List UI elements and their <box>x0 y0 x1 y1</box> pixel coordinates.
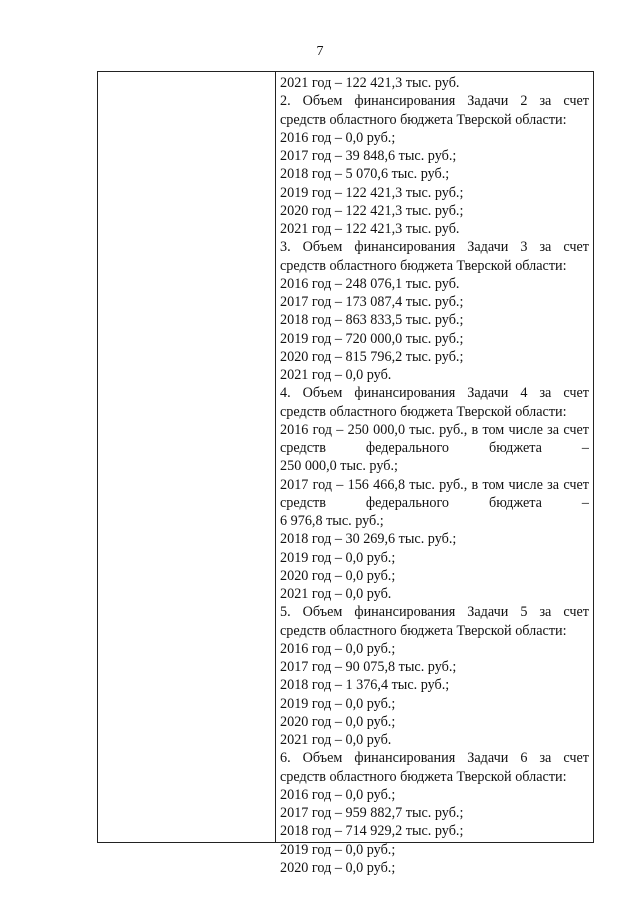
text-line: 2019 год – 0,0 руб.; <box>280 841 396 858</box>
text-line: 2017 год – 39 848,6 тыс. руб.; <box>280 148 457 164</box>
text-line: 2018 год – 714 929,2 тыс. руб.; <box>280 823 464 840</box>
text-line: 2016 год – 0,0 руб.; <box>280 786 396 803</box>
text-line: 2018 год – 5 070,6 тыс. руб.; <box>280 166 450 183</box>
text-line: 2016 год – 0,0 руб.; <box>280 129 396 146</box>
text-line: средств областного бюджета Тверской области: <box>280 111 567 128</box>
text-line: 2021 год – 0,0 руб. <box>280 586 392 602</box>
document-table <box>97 71 594 876</box>
text-line: 4. Объем финансирования Задачи 4 за счет <box>280 385 589 402</box>
text-line: 2016 год – 248 076,1 тыс. руб. <box>280 275 460 292</box>
text-line: 6. Объем финансирования Задачи 6 за счет <box>280 750 589 767</box>
text-line: 2018 год – 1 376,4 тыс. руб.; <box>280 677 450 694</box>
text-line: средств областного бюджета Тверской области: <box>280 257 567 274</box>
text-line: 3. Объем финансирования Задачи 3 за счет <box>280 239 589 256</box>
text-line: 2017 год – 90 075,8 тыс. руб.; <box>280 659 457 675</box>
text-line: 2017 год – 173 087,4 тыс. руб.; <box>280 294 464 310</box>
column-divider <box>275 72 276 842</box>
text-line: средств федерального бюджета – <box>280 440 589 456</box>
text-line: 2021 год – 0,0 руб. <box>280 732 392 748</box>
text-line: 2020 год – 815 796,2 тыс. руб.; <box>280 348 464 365</box>
page-number: 7 <box>316 44 324 59</box>
text-line: 2017 год – 156 466,8 тыс. руб., в том числе за счет <box>280 476 589 493</box>
text-line: средств областного бюджета Тверской области: <box>280 403 567 420</box>
text-line: 2021 год – 122 421,3 тыс. руб. <box>280 75 460 91</box>
table-cell-right <box>280 74 589 877</box>
text-line: средств федерального бюджета – <box>280 494 589 511</box>
text-line: 2018 год – 863 833,5 тыс. руб.; <box>280 312 464 329</box>
table-cell-left <box>98 72 275 842</box>
text-line: 5. Объем финансирования Задачи 5 за счет <box>280 604 589 621</box>
text-line: 6 976,8 тыс. руб.; <box>280 513 384 529</box>
text-line: средств областного бюджета Тверской области: <box>280 622 567 639</box>
text-line: 250 000,0 тыс. руб.; <box>280 458 398 475</box>
text-line: 2019 год – 122 421,3 тыс. руб.; <box>280 184 464 201</box>
text-line: средств областного бюджета Тверской области: <box>280 768 567 785</box>
text-line: 2019 год – 0,0 руб.; <box>280 549 396 566</box>
text-line: 2016 год – 0,0 руб.; <box>280 640 396 657</box>
text-line: 2019 год – 720 000,0 тыс. руб.; <box>280 330 464 347</box>
text-line: 2020 год – 122 421,3 тыс. руб.; <box>280 202 464 219</box>
text-line: 2021 год – 122 421,3 тыс. руб. <box>280 221 460 237</box>
text-line: 2020 год – 0,0 руб.; <box>280 859 396 876</box>
text-line: 2. Объем финансирования Задачи 2 за счет <box>280 93 589 110</box>
text-line: 2017 год – 959 882,7 тыс. руб.; <box>280 805 464 821</box>
text-line: 2020 год – 0,0 руб.; <box>280 713 396 730</box>
text-line: 2020 год – 0,0 руб.; <box>280 567 396 584</box>
text-line: 2018 год – 30 269,6 тыс. руб.; <box>280 531 457 548</box>
text-line: 2019 год – 0,0 руб.; <box>280 695 396 712</box>
text-line: 2021 год – 0,0 руб. <box>280 367 392 383</box>
text-line: 2016 год – 250 000,0 тыс. руб., в том числе за счет <box>280 421 589 438</box>
